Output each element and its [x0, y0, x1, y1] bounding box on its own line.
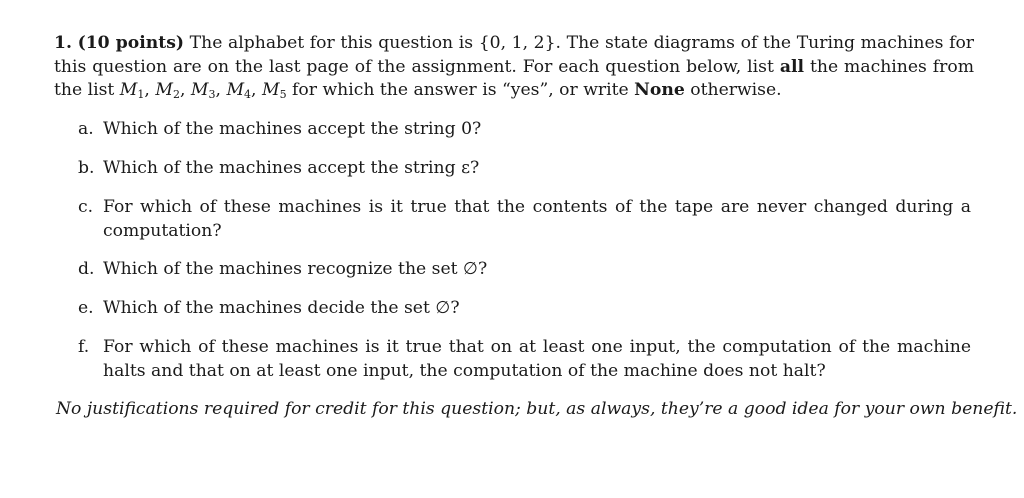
- sub-question-label: b.: [78, 158, 95, 178]
- sub-question-e: [78, 297, 971, 321]
- machine-m1: $M_1$: [119, 80, 145, 101]
- sub-question-text: For which of these machines is it true that the contents of the tape are never changed during a computation?: [103, 197, 971, 241]
- machine-list: $M_1$, $M_2$, $M_3$, $M_4$, $M_5$: [119, 80, 287, 101]
- emphasis-all: all: [779, 56, 805, 77]
- question-number: 1.: [54, 33, 72, 53]
- closing-note: No justifications required for credit for this question; but, as always, they’re a good idea for your own benefit.: [56, 399, 1018, 419]
- sub-question-c: [78, 196, 971, 243]
- intro-sentence-1: The alphabet for this question is {0, 1, 2}. The state diagrams of the Turing machines for this question are on the last page of the assignment. For each question below, list: [54, 33, 975, 77]
- machine-m5: $M_5$: [261, 80, 287, 101]
- sub-question-text: Which of the machines recognize the set ∅?: [103, 259, 488, 279]
- sub-question-label: a.: [78, 119, 94, 139]
- sub-question-text: Which of the machines accept the string 0?: [103, 119, 482, 139]
- machine-m4: $M_4$: [226, 80, 252, 101]
- intro-sentence-4: otherwise.: [684, 80, 782, 100]
- question-intro: [54, 32, 974, 103]
- question-points: (10 points): [77, 33, 185, 53]
- sub-question-b: [78, 157, 971, 181]
- sub-question-d: [78, 258, 971, 282]
- intro-sentence-3: for which the answer is “yes”, or write: [286, 80, 635, 100]
- sub-question-label: c.: [78, 197, 94, 217]
- machine-m2: $M_2$: [155, 80, 180, 101]
- sub-question-text: Which of the machines decide the set ∅?: [103, 298, 460, 318]
- sub-question-label: e.: [78, 298, 94, 318]
- machine-m3: $M_3$: [190, 80, 216, 101]
- sub-question-a: [78, 118, 971, 142]
- sub-question-label: d.: [78, 259, 95, 279]
- sub-question-label: f.: [78, 337, 90, 357]
- sub-question-text: For which of these machines is it true that on at least one input, the computation of the machine halts and that on at least one input, the computation of the machine does not halt?: [103, 337, 971, 381]
- sub-question-text: Which of the machines accept the string ε?: [103, 158, 480, 178]
- intro-sentence-2: the machines from the list: [54, 56, 975, 100]
- sub-question-f: [78, 336, 971, 383]
- emphasis-none: None: [634, 80, 685, 100]
